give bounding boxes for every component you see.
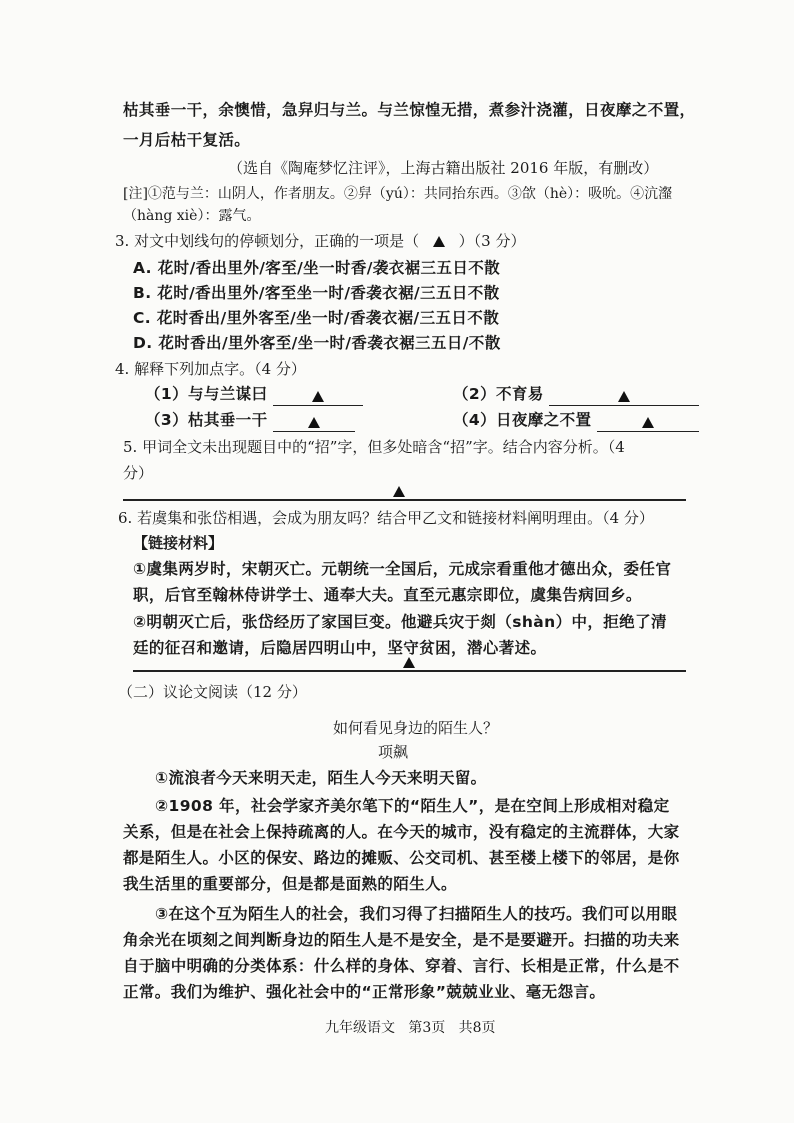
paragraph-2-line-4: 我生活里的重要部分，但是都是面熟的陌生人。: [123, 875, 457, 893]
answer-blank: [273, 387, 363, 406]
question-6-stem: 6. 若虞集和张岱相遇，会成为朋友吗？结合甲乙文和链接材料阐明理由。（4 分）: [118, 509, 654, 527]
link-material-line-3: ②明朝灭亡后，张岱经历了家国巨变。他避兵灾于剡（shàn）中，拒绝了清: [133, 613, 667, 631]
link-material-line-1: ①虞集两岁时，宋朝灭亡。元朝统一全国后，元成宗看重他才德出众，委任官: [133, 560, 672, 578]
answer-triangle: [403, 657, 415, 668]
question-5-line-1: 5. 甲词全文未出现题目中的“招”字，但多处暗含“招”字。结合内容分析。（4: [123, 438, 625, 456]
answer-line: [123, 499, 686, 501]
answer-triangle: [424, 229, 454, 253]
question-3-stem-a: 3. 对文中划线句的停顿划分，正确的一项是（: [115, 232, 420, 250]
question-3-option-b: B. 花时/香出里外/客至坐一时/香袭衣裾/三五日不散: [133, 284, 500, 302]
question-4-item-4-text: （4）日夜摩之不置: [453, 411, 592, 429]
source-citation: （选自《陶庵梦忆注评》，上海古籍出版社 2016 年版，有删改）: [228, 159, 659, 177]
paragraph-2-line-2: 关系，但是在社会上保持疏离的人。在今天的城市，没有稳定的主流群体，大家: [123, 823, 680, 841]
question-3-option-a: A. 花时/香出里外/客至/坐一时香/袭衣裾三五日不散: [133, 259, 501, 277]
passage-line-1: 枯其垂一干，余懊惜，急舁归与兰。与兰惊惶无措，煮参汁浇灌，日夜摩之不置，: [123, 101, 696, 119]
question-4-item-2-text: （2）不育易: [453, 385, 544, 403]
section-2-heading: （二）议论文阅读（12 分）: [118, 683, 307, 701]
notes-line-2: （hàng xiè）：露气。: [123, 208, 261, 224]
question-3-option-d: D. 花时香出/里外客至/坐一时/香袭衣裾三五日/不散: [133, 334, 501, 352]
passage-line-2: 一月后枯干复活。: [123, 131, 251, 149]
paragraph-3-line-2: 角余光在顷刻之间判断身边的陌生人是不是安全，是不是要避开。扫描的功夫来: [123, 931, 680, 949]
link-material-line-2: 职，后官至翰林侍讲学士、通奉大夫。直至元惠宗即位，虞集告病回乡。: [133, 586, 642, 604]
paragraph-3-line-4: 正常。我们为维护、强化社会中的“正常形象”兢兢业业、毫无怨言。: [123, 983, 606, 1001]
answer-blank: [273, 413, 355, 432]
question-5-line-2: 分）: [123, 464, 154, 482]
notes-line-1: [注]①范与兰：山阴人，作者朋友。②舁（yú）：共同抬东西。③欱（hè）：吸吮。④沆瀣: [123, 186, 673, 202]
paragraph-3-line-3: 自于脑中明确的分类体系：什么样的身体、穿着、言行、长相是正常，什么是不: [123, 957, 680, 975]
question-4-item-1-text: （1）与与兰谋曰: [145, 385, 268, 403]
question-4-item-3: [145, 408, 355, 432]
question-4-stem: 4. 解释下列加点字。（4 分）: [115, 360, 306, 378]
page-footer: 九年级语文 第3页 共8页: [325, 1020, 496, 1036]
question-4-item-4: [453, 408, 699, 432]
link-material-title: 【链接材料】: [133, 534, 224, 552]
paragraph-2-line-3: 都是陌生人。小区的保安、路边的摊贩、公交司机、甚至楼上楼下的邻居，是你: [123, 849, 680, 867]
article-title: 如何看见身边的陌生人？: [333, 719, 499, 737]
paragraph-2-line-1: ②1908 年，社会学家齐美尔笔下的“陌生人”，是在空间上形成相对稳定: [155, 797, 670, 815]
question-3-stem: [115, 229, 525, 253]
answer-triangle: [393, 486, 405, 497]
answer-blank: [549, 387, 699, 406]
question-3-option-c: C. 花时香出/里外客至/坐一时/香袭衣裾/三五日不散: [133, 309, 500, 327]
answer-line: [133, 670, 686, 672]
answer-blank: [597, 413, 699, 432]
question-4-item-1: [145, 382, 363, 406]
question-3-stem-b: ）（3 分）: [458, 232, 526, 250]
question-4-item-2: [453, 382, 699, 406]
paragraph-3-line-1: ③在这个互为陌生人的社会，我们习得了扫描陌生人的技巧。我们可以用眼: [155, 905, 678, 923]
paragraph-1: ①流浪者今天来明天走，陌生人今天来明天留。: [155, 769, 487, 787]
link-material-line-4: 廷的征召和邀请，后隐居四明山中，坚守贫困，潜心著述。: [133, 639, 547, 657]
question-4-item-3-text: （3）枯其垂一干: [145, 411, 268, 429]
article-author: 项飙: [378, 743, 409, 761]
